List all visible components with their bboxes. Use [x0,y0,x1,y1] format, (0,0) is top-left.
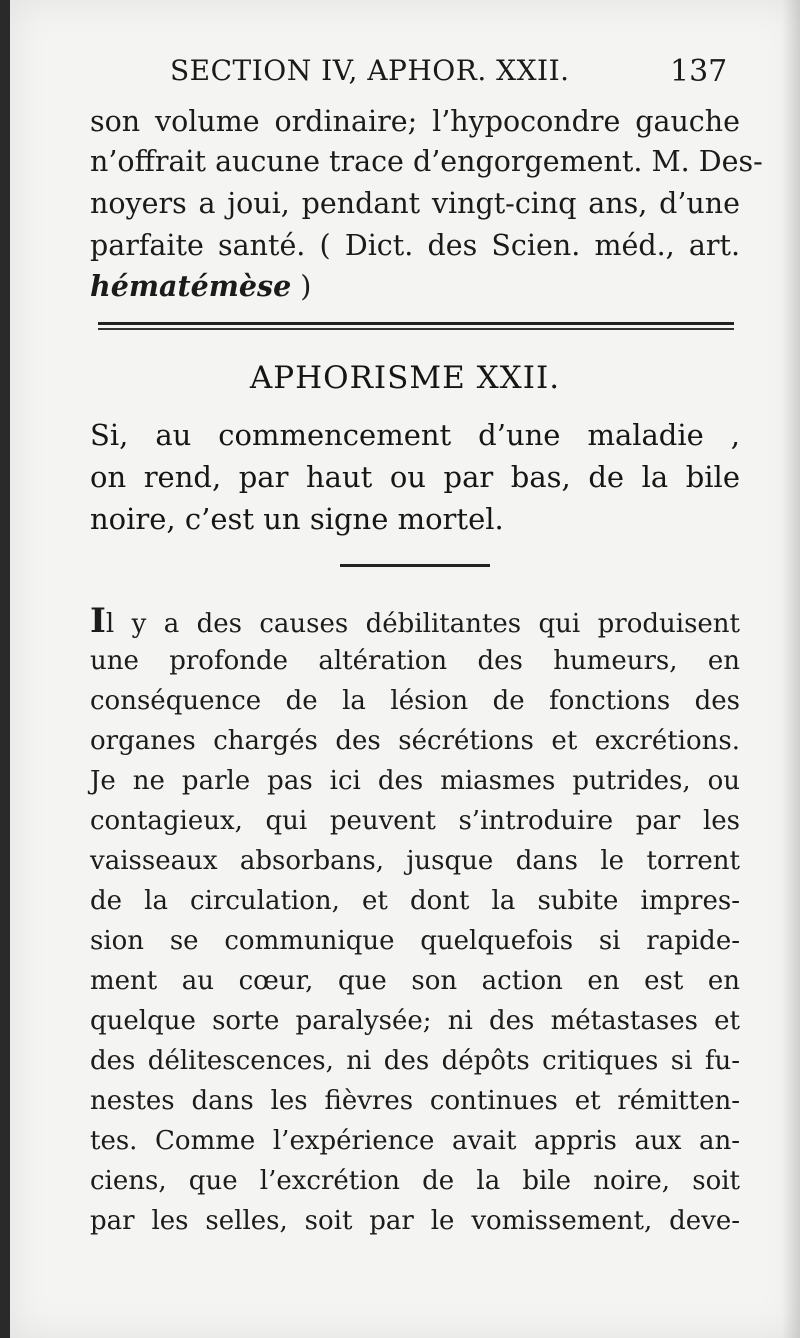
aphorism-line: noire, c’est un signe mortel. [90,502,504,536]
commentary-line: ciens, que l’excrétion de la bile noire, soit [90,1166,740,1196]
commentary-line: organes chargés des sécrétions et excrétions. [90,726,740,756]
commentary-line: nestes dans les fièvres continues et rémitten- [90,1086,740,1116]
commentary-line: Je ne parle pas ici des miasmes putrides, ou [90,766,740,796]
commentary-line: une profonde altération des humeurs, en [90,646,740,676]
paragraph-line: noyers a joui, pendant vingt-cinq ans, d’une [90,187,740,220]
commentary-line: de la circulation, et dont la subite impres- [90,886,740,916]
commentary-line: conséquence de la lésion de fonctions des [90,686,740,716]
drop-capital: I [90,601,106,641]
closing-paren: ) [291,270,312,303]
paragraph-line-last [90,266,740,306]
page-edge-shadow [782,0,800,1338]
double-rule-divider [98,322,734,332]
commentary-line: quelque sorte paralysée; ni des métastases et [90,1006,740,1036]
aphorism-line: on rend, par haut ou par bas, de la bile [90,460,740,494]
book-page [10,0,800,1338]
commentary-line: contagieux, qui peuvent s’introduire par les [90,806,740,836]
aphorism-heading: APHORISME XXII. [249,360,561,396]
commentary-first-line [90,602,740,640]
running-head-section: SECTION IV, APHOR. XXII. [170,54,570,87]
page-number: 137 [670,54,728,89]
commentary-line: ment au cœur, que son action en est en [90,966,740,996]
running-head [10,54,800,94]
paragraph-line: son volume ordinaire; l’hypocondre gauche [90,105,740,138]
commentary-line: vaisseaux absorbans, jusque dans le torrent [90,846,740,876]
italic-term: hématémèse [90,269,292,303]
commentary-line: sion se communique quelquefois si rapide- [90,926,740,956]
commentary-line: par les selles, soit par le vomissement, deve- [90,1206,740,1236]
commentary-line: tes. Comme l’expérience avait appris aux an- [90,1126,740,1156]
commentary-line: des délitescences, ni des dépôts critiques si fu- [90,1046,740,1076]
first-line-text: l y a des causes débilitantes qui produisent [105,609,740,639]
paragraph-line: parfaite santé. ( Dict. des Scien. méd., art. [90,229,740,262]
short-rule-divider [340,564,490,567]
aphorism-line: Si, au commencement d’une maladie , [90,418,740,452]
paragraph-line: n’offrait aucune trace d’engorgement. M. Des- [90,145,763,178]
